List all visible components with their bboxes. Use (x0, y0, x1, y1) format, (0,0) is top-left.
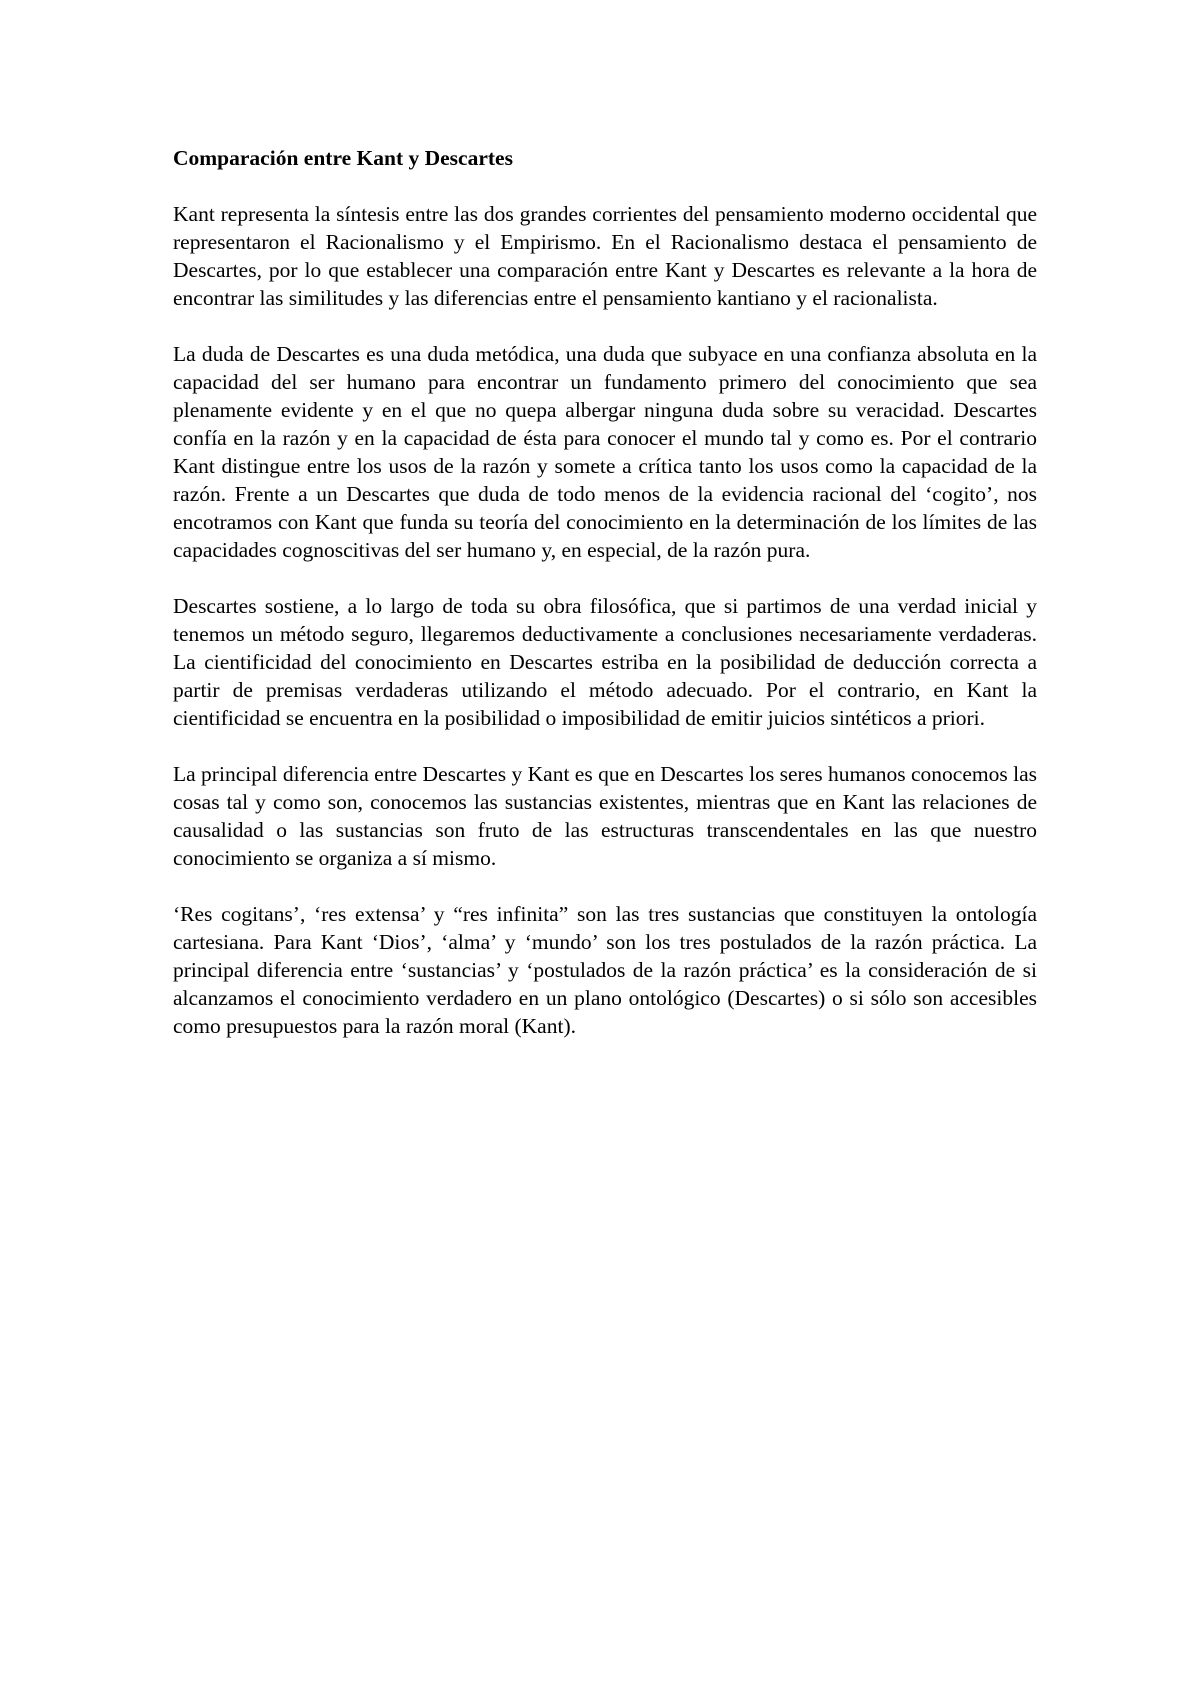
paragraph-4: La principal diferencia entre Descartes y Kant es que en Descartes los seres humanos conocemos las cosas tal y como son, conocemos las sustancias existentes, mientras que en Kant las relaciones de causalidad o las sustancias son fruto de las estructuras transcendentales en las que nuestro conocimiento se organiza a sí mismo. (173, 762, 1037, 870)
paragraph-1: Kant representa la síntesis entre las dos grandes corrientes del pensamiento moderno occidental que representaron el Racionalismo y el Empirismo. En el Racionalismo destaca el pensamiento de Descartes, por lo que establecer una comparación entre Kant y Descartes es relevante a la hora de encontrar las similitudes y las diferencias entre el pensamiento kantiano y el racionalista. (173, 202, 1037, 310)
document-title: Comparación entre Kant y Descartes (173, 146, 513, 170)
paragraph-3: Descartes sostiene, a lo largo de toda su obra filosófica, que si partimos de una verdad inicial y tenemos un método seguro, llegaremos deductivamente a conclusiones necesariamente verdaderas. La cientificidad del conocimiento en Descartes estriba en la posibilidad de deducción correcta a partir de premisas verdaderas utilizando el método adecuado. Por el contrario, en Kant la cientificidad se encuentra en la posibilidad o imposibilidad de emitir juicios sintéticos a priori. (173, 594, 1037, 730)
paragraph-2: La duda de Descartes es una duda metódica, una duda que subyace en una confianza absoluta en la capacidad del ser humano para encontrar un fundamento primero del conocimiento que sea plenamente evidente y en el que no quepa albergar ninguna duda sobre su veracidad. Descartes confía en la razón y en la capacidad de ésta para conocer el mundo tal y como es. Por el contrario Kant distingue entre los usos de la razón y somete a crítica tanto los usos como la capacidad de la razón. Frente a un Descartes que duda de todo menos de la evidencia racional del ‘cogito’, nos encotramos con Kant que funda su teoría del conocimiento en la determinación de los límites de las capacidades cognoscitivas del ser humano y, en especial, de la razón pura. (173, 342, 1037, 562)
paragraph-5: ‘Res cogitans’, ‘res extensa’ y “res infinita” son las tres sustancias que constituyen la ontología cartesiana. Para Kant ‘Dios’, ‘alma’ y ‘mundo’ son los tres postulados de la razón práctica. La principal diferencia entre ‘sustancias’ y ‘postulados de la razón práctica’ es la consideración de si alcanzamos el conocimiento verdadero en un plano ontológico (Descartes) o si sólo son accesibles como presupuestos para la razón moral (Kant). (173, 902, 1037, 1038)
document-body (173, 144, 1037, 1040)
